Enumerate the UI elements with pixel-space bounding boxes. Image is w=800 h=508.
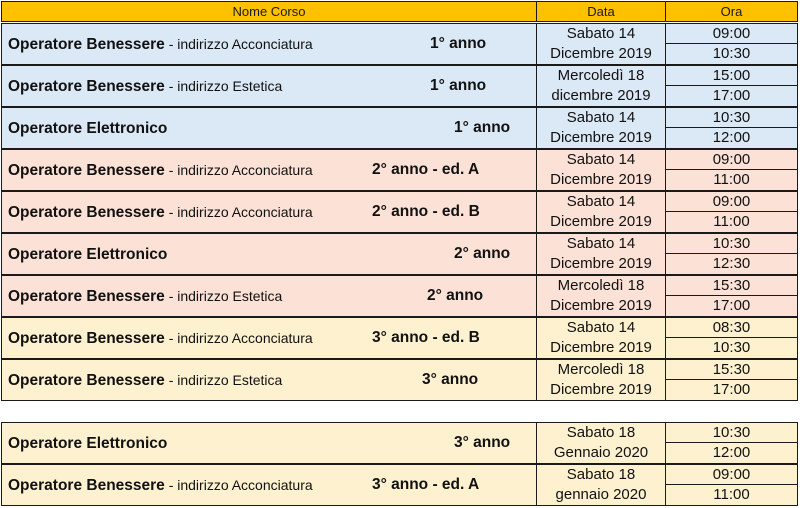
table-row — [1, 149, 798, 191]
time-start: 15:30 — [666, 275, 798, 296]
date-month: dicembre 2019 — [551, 87, 651, 104]
date-month: Dicembre 2019 — [550, 381, 652, 398]
time-end: 12:00 — [666, 128, 798, 149]
date-month: Dicembre 2019 — [550, 255, 652, 272]
time-start: 09:00 — [666, 464, 798, 485]
course-subtitle: - indirizzo Acconciatura — [164, 477, 313, 493]
date-day: Sabato 14 — [566, 109, 636, 126]
course-name: Operatore Benessere — [8, 288, 165, 305]
course-year: 3° anno — [422, 371, 479, 388]
table-row — [1, 317, 798, 359]
date-day: Mercoledì 18 — [557, 67, 645, 84]
course-subtitle: - indirizzo Acconciatura — [164, 330, 313, 346]
course-cell — [1, 107, 537, 149]
date-cell — [537, 191, 666, 233]
course-cell — [1, 275, 537, 317]
date-cell — [537, 233, 666, 275]
time-end: 17:00 — [666, 296, 798, 317]
date-cell — [537, 464, 666, 506]
course-year: 3° anno - ed. A — [372, 476, 480, 493]
time-start: 10:30 — [666, 422, 798, 443]
date-day: Mercoledì 18 — [557, 277, 645, 294]
date-month: Dicembre 2019 — [550, 45, 652, 62]
time-cell — [666, 233, 798, 275]
date-cell — [537, 275, 666, 317]
table-row — [1, 359, 798, 401]
date-cell — [537, 317, 666, 359]
course-cell — [1, 359, 537, 401]
time-start: 15:00 — [666, 65, 798, 86]
course-name: Operatore Benessere — [8, 162, 165, 179]
time-start: 10:30 — [666, 107, 798, 128]
course-cell — [1, 23, 537, 65]
date-day: Sabato 18 — [566, 424, 636, 441]
course-year: 3° anno — [454, 434, 511, 451]
header-nome-corso: Nome Corso — [1, 1, 537, 22]
table-row — [1, 275, 798, 317]
time-end: 17:00 — [666, 86, 798, 107]
course-name: Operatore Benessere — [8, 36, 165, 53]
time-start: 09:00 — [666, 149, 798, 170]
date-cell — [537, 65, 666, 107]
table-header — [1, 1, 797, 23]
time-end: 12:30 — [666, 254, 798, 275]
table-row — [1, 464, 798, 506]
course-name: Operatore Elettronico — [8, 246, 168, 263]
course-cell — [1, 422, 537, 464]
course-subtitle: - indirizzo Estetica — [164, 372, 283, 388]
date-month: Dicembre 2019 — [550, 297, 652, 314]
course-name: Operatore Benessere — [8, 330, 165, 347]
time-start: 08:30 — [666, 317, 798, 338]
course-cell — [1, 191, 537, 233]
date-cell — [537, 149, 666, 191]
course-subtitle: - indirizzo Acconciatura — [164, 36, 313, 52]
date-day: Sabato 14 — [566, 235, 636, 252]
header-data: Data — [537, 1, 666, 22]
table-row — [1, 23, 798, 65]
time-end: 12:00 — [666, 443, 798, 464]
date-cell — [537, 23, 666, 65]
date-month: gennaio 2020 — [555, 486, 647, 503]
time-start: 10:30 — [666, 233, 798, 254]
time-cell — [666, 191, 798, 233]
date-month: Dicembre 2019 — [550, 129, 652, 146]
time-end: 11:00 — [666, 212, 798, 233]
time-end: 10:30 — [666, 338, 798, 359]
course-name: Operatore Benessere — [8, 78, 165, 95]
table-row — [1, 233, 798, 275]
header-ora: Ora — [666, 1, 798, 22]
time-end: 11:00 — [666, 170, 798, 191]
course-year: 2° anno — [454, 245, 511, 262]
date-day: Mercoledì 18 — [557, 361, 645, 378]
date-cell — [537, 422, 666, 464]
table-row — [1, 65, 798, 107]
time-end: 10:30 — [666, 44, 798, 65]
course-year: 2° anno — [427, 287, 484, 304]
time-cell — [666, 23, 798, 65]
time-cell — [666, 149, 798, 191]
course-subtitle: - indirizzo Acconciatura — [164, 162, 313, 178]
course-name: Operatore Benessere — [8, 372, 165, 389]
date-cell — [537, 359, 666, 401]
course-year: 2° anno - ed. A — [372, 161, 480, 178]
time-start: 15:30 — [666, 359, 798, 380]
course-name: Operatore Benessere — [8, 204, 165, 221]
course-subtitle: - indirizzo Estetica — [164, 78, 283, 94]
date-cell — [537, 107, 666, 149]
course-subtitle: - indirizzo Estetica — [164, 288, 283, 304]
course-cell — [1, 317, 537, 359]
course-name: Operatore Benessere — [8, 477, 165, 494]
course-year: 3° anno - ed. B — [372, 329, 480, 346]
time-cell — [666, 464, 798, 506]
table-row — [1, 422, 798, 464]
course-subtitle: - indirizzo Acconciatura — [164, 204, 313, 220]
time-end: 17:00 — [666, 380, 798, 401]
time-start: 09:00 — [666, 191, 798, 212]
course-cell — [1, 65, 537, 107]
time-cell — [666, 65, 798, 107]
time-end: 11:00 — [666, 485, 798, 506]
date-month: Dicembre 2019 — [550, 339, 652, 356]
table-row — [1, 107, 798, 149]
time-start: 09:00 — [666, 23, 798, 44]
time-cell — [666, 275, 798, 317]
date-day: Sabato 14 — [566, 151, 636, 168]
time-cell — [666, 317, 798, 359]
table-row — [1, 191, 798, 233]
course-year: 1° anno — [454, 119, 511, 136]
date-day: Sabato 14 — [566, 319, 636, 336]
date-month: Gennaio 2020 — [553, 444, 649, 461]
date-day: Sabato 14 — [566, 25, 636, 42]
course-year: 2° anno - ed. B — [372, 203, 480, 220]
date-day: Sabato 14 — [566, 193, 636, 210]
time-cell — [666, 359, 798, 401]
course-cell — [1, 233, 537, 275]
date-day: Sabato 18 — [566, 466, 636, 483]
date-month: Dicembre 2019 — [550, 171, 652, 188]
date-month: Dicembre 2019 — [550, 213, 652, 230]
time-cell — [666, 422, 798, 464]
course-year: 1° anno — [430, 77, 487, 94]
course-cell — [1, 149, 537, 191]
time-cell — [666, 107, 798, 149]
course-name: Operatore Elettronico — [8, 120, 168, 137]
course-year: 1° anno — [430, 35, 487, 52]
course-cell — [1, 464, 537, 506]
course-name: Operatore Elettronico — [8, 435, 168, 452]
